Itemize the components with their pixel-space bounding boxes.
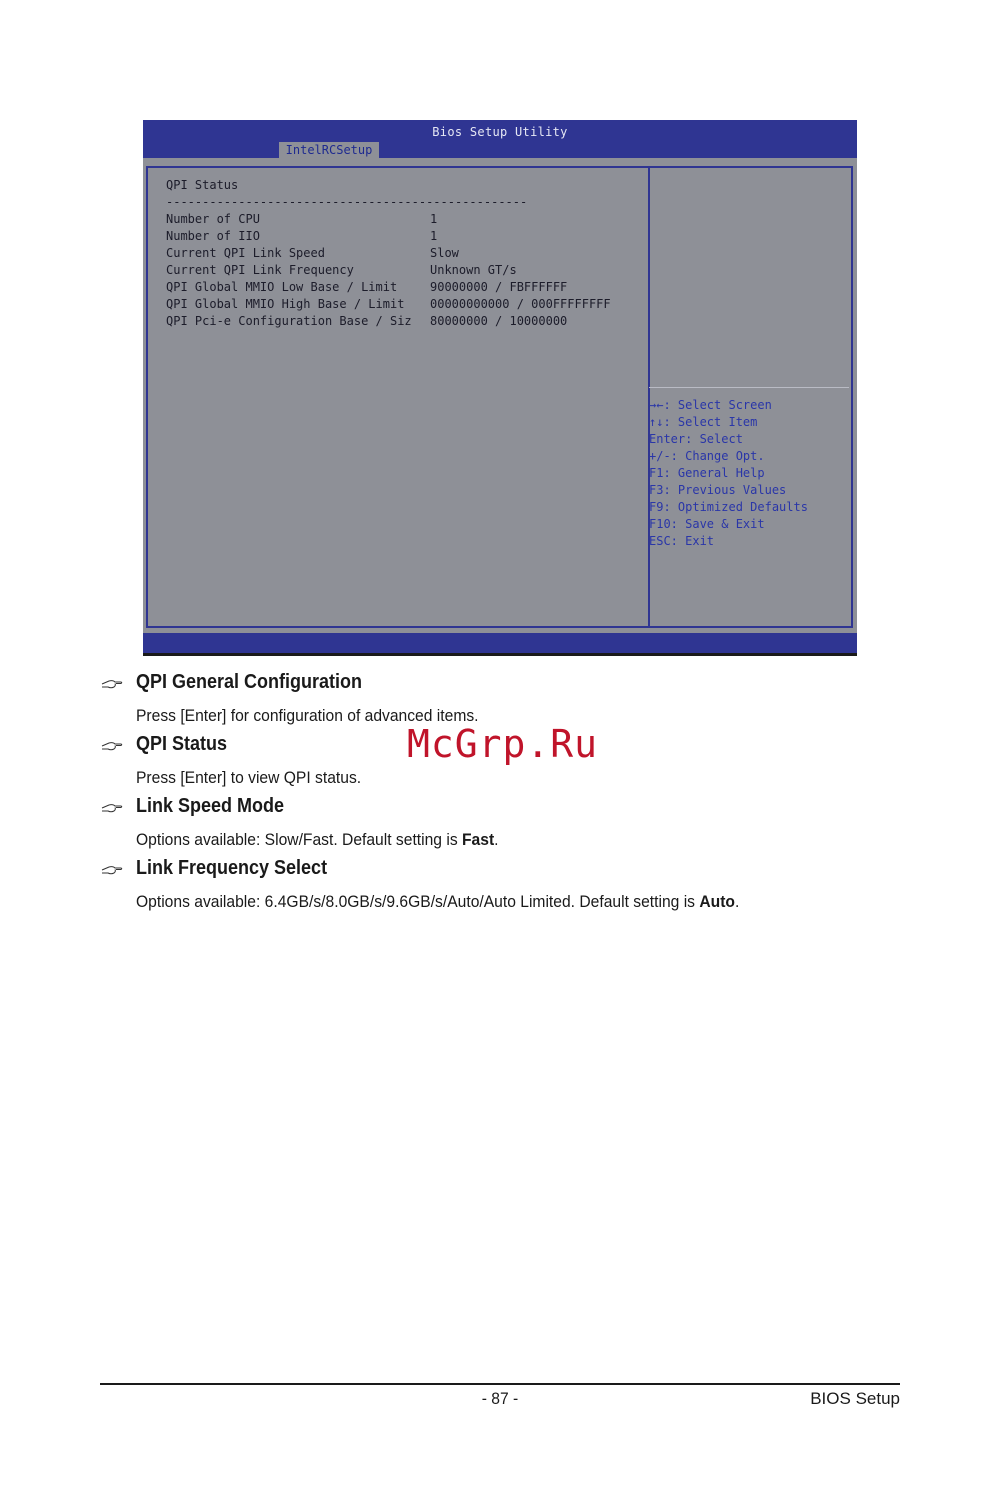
page-number: - 87 -	[481, 1389, 519, 1408]
row-label: Number of IIO	[166, 229, 260, 243]
row-label: QPI Pci-e Configuration Base / Siz	[166, 314, 412, 328]
row-label: QPI Global MMIO High Base / Limit	[166, 297, 405, 311]
status-row	[166, 229, 438, 246]
bios-screenshot	[143, 120, 857, 656]
bios-title-bar	[143, 120, 857, 158]
item-title-qpi-general-configuration: QPI General Configuration	[136, 671, 363, 693]
help-divider	[649, 387, 849, 388]
row-label: Current QPI Link Frequency	[166, 263, 354, 277]
help-change-opt: +/-: Change Opt.	[649, 449, 765, 463]
item-title-link-speed-mode: Link Speed Mode	[136, 795, 285, 817]
help-general-help: F1: General Help	[649, 466, 765, 480]
panel-heading: QPI Status	[166, 178, 239, 192]
row-value: Slow	[430, 246, 459, 260]
pointing-hand-icon	[101, 678, 123, 690]
section-title: BIOS Setup	[810, 1389, 900, 1408]
bios-help-panel	[646, 166, 853, 628]
row-value: 00000000000 / 000FFFFFFFF	[430, 297, 611, 311]
status-row	[166, 280, 568, 297]
tab-intelrcsetup[interactable]: IntelRCSetup	[279, 142, 379, 158]
pointing-hand-icon	[101, 740, 123, 752]
row-value: 1	[430, 212, 438, 226]
item-desc: Options available: 6.4GB/s/8.0GB/s/9.6GB/s/Auto/Auto Limited. Default setting is Auto.	[136, 892, 740, 911]
status-row	[166, 314, 568, 331]
bios-bottom-edge	[143, 653, 857, 656]
row-value: 80000000 / 10000000	[430, 314, 568, 328]
item-title-qpi-status: QPI Status	[136, 733, 228, 755]
help-enter: Enter: Select	[649, 432, 743, 446]
status-row	[166, 297, 611, 314]
row-label: Current QPI Link Speed	[166, 246, 325, 260]
status-row	[166, 246, 459, 263]
row-label: QPI Global MMIO Low Base / Limit	[166, 280, 398, 294]
bios-main-panel	[146, 166, 650, 628]
pointing-hand-icon	[101, 864, 123, 876]
help-exit: ESC: Exit	[649, 534, 715, 548]
footer-rule	[100, 1383, 900, 1385]
row-label: Number of CPU	[166, 212, 260, 226]
watermark: McGrp.Ru	[407, 722, 599, 766]
help-optimized-defaults: F9: Optimized Defaults	[649, 500, 808, 514]
bios-status-bar	[143, 633, 857, 653]
status-row	[166, 212, 438, 229]
item-desc: Press [Enter] for configuration of advanced items.	[136, 706, 479, 725]
item-title-link-frequency-select: Link Frequency Select	[136, 857, 328, 879]
pointing-hand-icon	[101, 802, 123, 814]
item-desc: Press [Enter] to view QPI status.	[136, 768, 362, 787]
row-value: 1	[430, 229, 438, 243]
bios-title: Bios Setup Utility	[432, 125, 568, 139]
item-desc: Options available: Slow/Fast. Default setting is Fast.	[136, 830, 499, 849]
help-previous-values: F3: Previous Values	[649, 483, 787, 497]
help-select-item: ↑↓: Select Item	[649, 415, 758, 429]
help-save-exit: F10: Save & Exit	[649, 517, 765, 531]
status-row	[166, 263, 517, 280]
help-select-screen: →←: Select Screen	[649, 398, 772, 412]
row-value: 90000000 / FBFFFFFF	[430, 280, 568, 294]
row-value: Unknown GT/s	[430, 263, 517, 277]
panel-divider: --------------------------------------------------	[166, 195, 528, 209]
